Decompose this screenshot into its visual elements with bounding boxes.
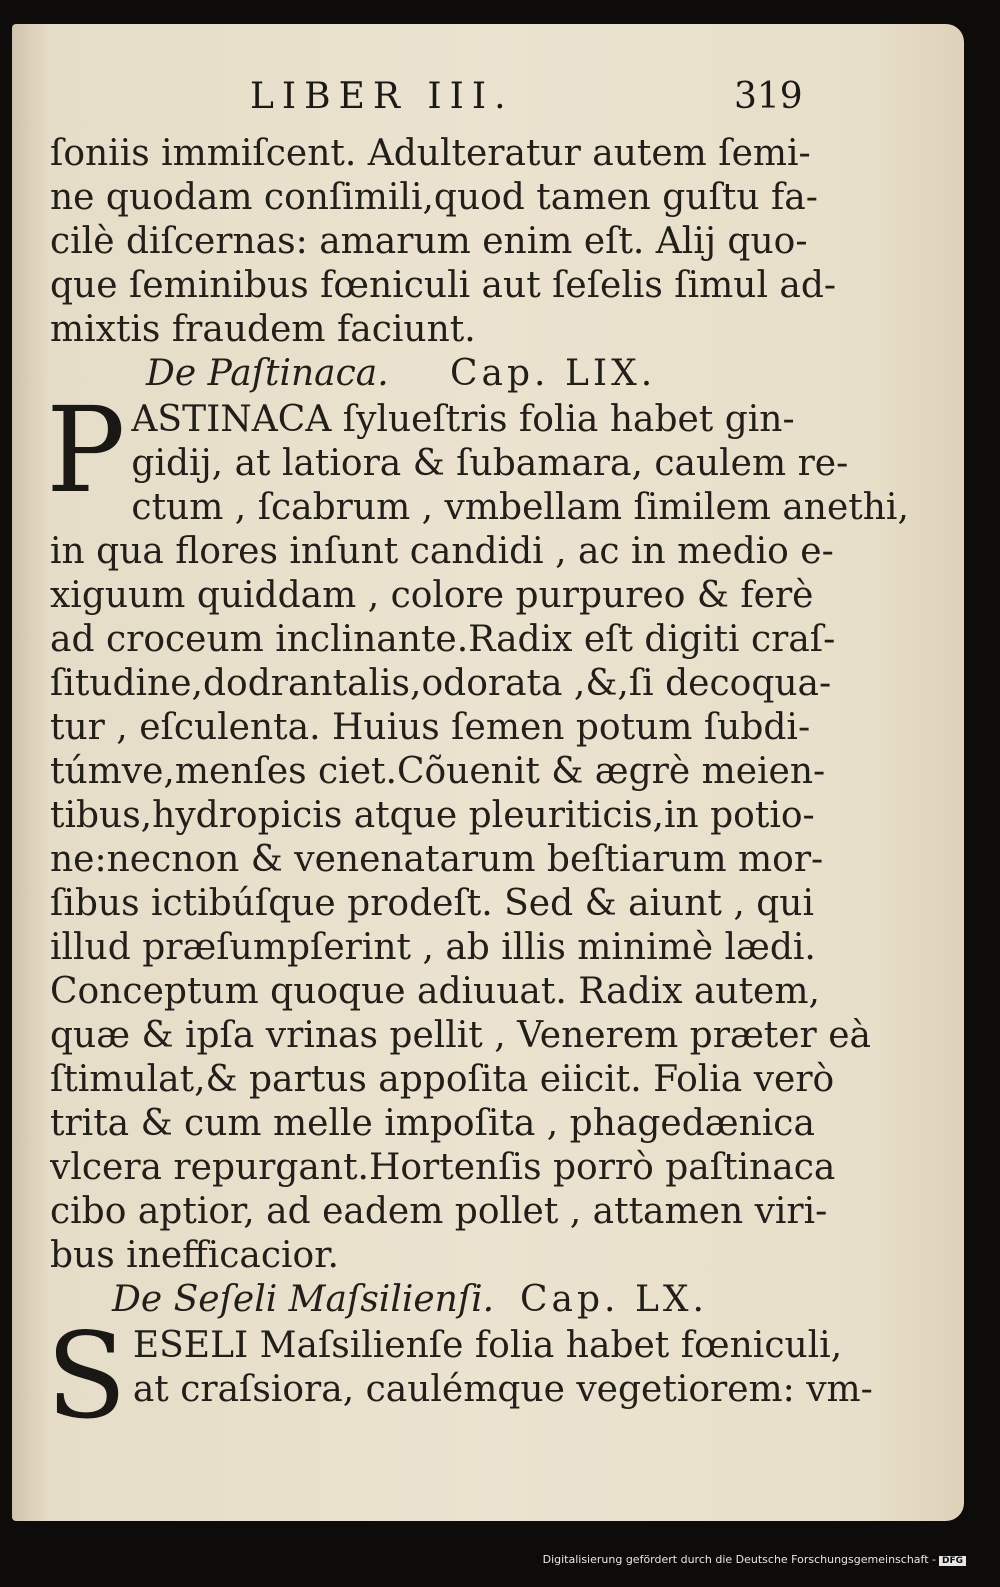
text-line: in qua flores inſunt candidi , ac in medio e- xyxy=(50,531,834,572)
drop-cap: S xyxy=(46,1307,127,1445)
text-line: tibus,hydropicis atque pleuriticis,in potio- xyxy=(50,795,815,836)
text-line: at craſsiora, caulémque vegetiorem: vm- xyxy=(132,1369,873,1410)
text-line: ſitudine,dodrantalis,odorata ,&,ſi decoqua- xyxy=(50,663,832,704)
paragraph-seseli xyxy=(46,1307,873,1445)
chapter-title: De Paſtinaca. xyxy=(146,353,389,394)
chapter-number: Cap. LX. xyxy=(520,1279,708,1320)
text-line: ad croceum inclinante.Radix eſt digiti craſ- xyxy=(50,619,836,660)
text-line: ſoniis immiſcent. Adulteratur autem ſemi- xyxy=(50,133,811,174)
text-line: vlcera repurgant.Hortenſis porrò paſtinaca xyxy=(50,1147,836,1188)
chapter-title: De Seſeli Maſsilienſi. xyxy=(112,1279,495,1320)
credit-text: Digitalisierung gefördert durch die Deutsche Forschungsgemeinschaft - xyxy=(542,1553,936,1566)
chapter-heading-60 xyxy=(50,1278,790,1324)
text-line: trita & cum melle impoſita , phagedænica xyxy=(50,1103,815,1144)
paragraph-pastinaca xyxy=(46,381,909,1278)
text-line: cibo aptior, ad eadem pollet , attamen viri- xyxy=(50,1191,828,1232)
text-line: mixtis fraudem faciunt. xyxy=(50,309,476,350)
text-line: ESELI Maſsilienſe folia habet fœniculi, xyxy=(132,1325,843,1366)
text-line: ctum , ſcabrum , vmbellam ſimilem anethi, xyxy=(131,487,909,528)
text-line: que ſeminibus fœniculi aut ſeſelis ſimul ad- xyxy=(50,265,837,306)
dfg-logo: DFG xyxy=(939,1556,966,1566)
text-line: ſibus ictibúſque prodeſt. Sed & aiunt , qui xyxy=(50,883,814,924)
text-line: illud præſumpſerint , ab illis minimè lædi. xyxy=(50,927,816,968)
text-line: ne:necnon & venenatarum beſtiarum mor- xyxy=(50,839,824,880)
chapter-number: Cap. LIX. xyxy=(450,353,657,394)
text-line: xiguum quiddam , colore purpureo & ferè xyxy=(50,575,814,616)
chapter-heading-59 xyxy=(50,352,790,398)
text-line: bus inefficacior. xyxy=(50,1235,339,1276)
text-line: túmve,menſes ciet.Cõuenit & ægrè meien- xyxy=(50,751,826,792)
text-line: tur , eſculenta. Huius ſemen potum ſubdi- xyxy=(50,707,811,748)
text-line: ſtimulat,& partus appoſita eiicit. Folia verò xyxy=(50,1059,835,1100)
page-header xyxy=(12,70,964,120)
text-line: ne quodam conſimili,quod tamen guſtu fa- xyxy=(50,177,818,218)
text-line: gidij, at latiora & ſubamara, caulem re- xyxy=(131,443,849,484)
text-line: ASTINACA ſylueſtris folia habet gin- xyxy=(131,399,795,440)
digitization-credit xyxy=(543,1553,966,1566)
running-head: LIBER III. xyxy=(250,76,514,117)
text-line: cilè diſcernas: amarum enim eſt. Alij quo- xyxy=(50,221,808,262)
text-line: quæ & ipſa vrinas pellit , Venerem præter eà xyxy=(50,1015,871,1056)
body-text xyxy=(46,132,909,1445)
page-number: 319 xyxy=(734,76,803,117)
text-line: Conceptum quoque adiuuat. Radix autem, xyxy=(50,971,820,1012)
drop-cap: P xyxy=(46,381,126,519)
